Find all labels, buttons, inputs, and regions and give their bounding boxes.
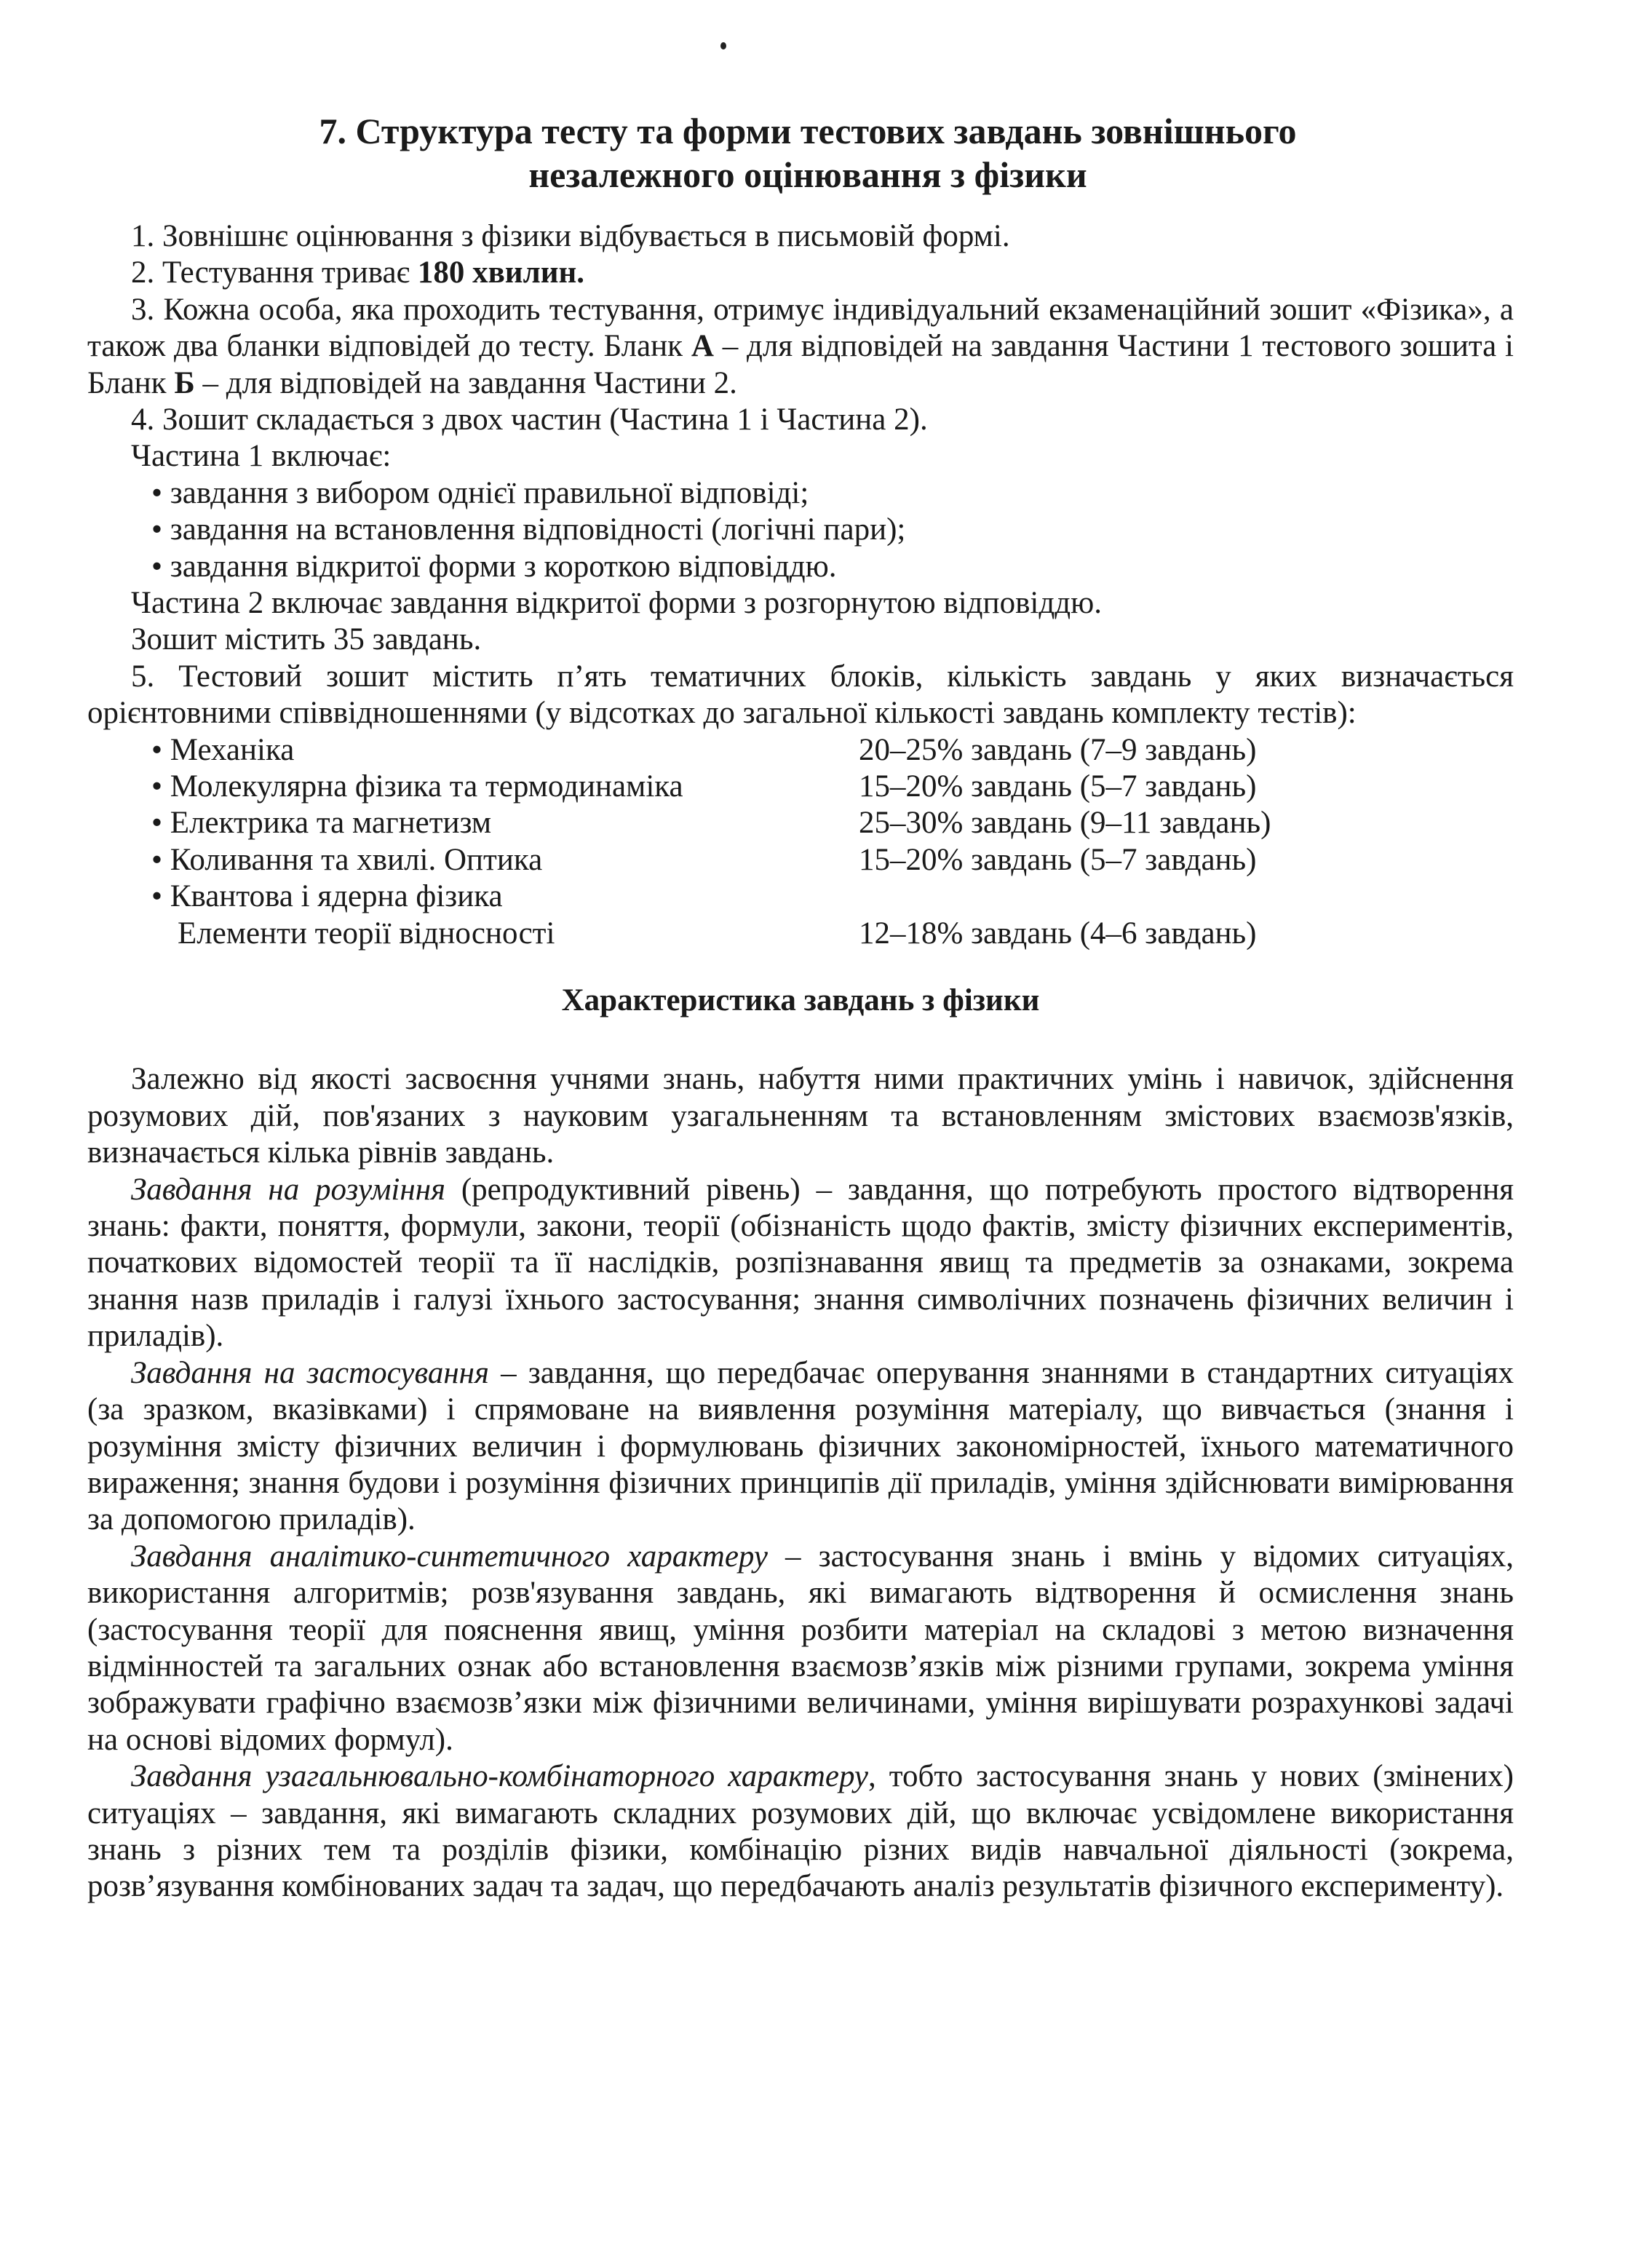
characteristics-heading: Характеристика завдань з фізики xyxy=(561,983,1040,1018)
document-body xyxy=(87,218,1514,1905)
theme-name: • Квантова і ядерна фізика xyxy=(151,879,503,914)
item-3-text-e: – для відповідей на завдання Частини 2. xyxy=(194,365,737,400)
item-2 xyxy=(87,255,1514,291)
level-term: Завдання на розуміння xyxy=(131,1172,446,1207)
item-5: 5. Тестовий зошит містить п’ять тематичних блоків, кількість завдань у яких визначається орієнтовними співвідношеннями (у відсотках до загальної кількості завдань комплекту тестів): xyxy=(87,659,1514,731)
theme-name: • Механіка xyxy=(151,732,295,767)
item-2-text: 2. Тестування триває xyxy=(131,255,418,290)
item-1: 1. Зовнішнє оцінювання з фізики відбувається в письмовій формі. xyxy=(131,219,1010,253)
item-3 xyxy=(87,292,1514,402)
level-term: Завдання аналітико-синтетичного характеру xyxy=(131,1539,768,1574)
theme-name: • Молекулярна фізика та термодинаміка xyxy=(151,769,683,804)
item-3-text-a: 3. Кожна особа, яка проходить тестування, отримує індивідуальний екзаменаційний зошит «Фізика», а також два бланки відповідей до тесту. Бланк xyxy=(87,292,1514,364)
theme-row xyxy=(87,916,1514,952)
spacer xyxy=(87,1019,1514,1061)
level-description: – застосування знань і вмінь у відомих ситуаціях, використання алгоритмів; розв'язування завдань, які вимагають відтворення й осмислення знань (застосування теорії для пояснення явищ, уміння розбити матеріал на складові з метою визначення відмінностей та загальних ознак або встановлення взаємозв’язків між різними групами, зокрема уміння зображувати графічно взаємозв’язки між фізичними величинами, уміння вирішувати розрахункові задачі на основі відомих формул). xyxy=(87,1539,1514,1757)
themes-table xyxy=(87,732,1514,952)
theme-share: 15–20% завдань (5–7 завдань) xyxy=(859,769,1257,804)
characteristics-intro: Залежно від якості засвоєння учнями знань, набуття ними практичних умінь і навичок, здійснення розумових дій, пов'язаних з науковим узагальненням та встановленням змістових взаємозв'язків, визначається кілька рівнів завдань. xyxy=(87,1062,1514,1170)
item-3-form-a: А xyxy=(691,329,714,364)
theme-name: • Електрика та магнетизм xyxy=(151,806,492,841)
level-description: – завдання, що передбачає оперування знаннями в стандартних ситуаціях (за зразком, вказівками) і спрямоване на виявлення розуміння матеріалу, що вивчається (знання і розуміння змісту фізичних величин і формулювань фізичних закономірностей, їхнього математичного вираження; знання будови і розуміння фізичних принципів дії приладів, уміння здійснювати вимірювання за допомогою приладів). xyxy=(87,1355,1514,1537)
theme-row xyxy=(87,769,1514,805)
theme-share: 15–20% завдань (5–7 завдань) xyxy=(859,842,1257,877)
theme-row xyxy=(87,805,1514,841)
part-1-bullet: • завдання на встановлення відповідності (логічні пари); xyxy=(151,512,906,547)
theme-name: • Коливання та хвилі. Оптика xyxy=(151,842,543,877)
level-description: , тобто застосування знань у нових (змінених) ситуаціях – завдання, які вимагають складних розумових дій, що включає усвідомлене використання знань з різних тем та розділів фізики, комбінацію різних видів навчальної діяльності (зокрема, розв’язування комбінованих задач та задач, що передбачають аналіз результатів фізичного експерименту). xyxy=(87,1759,1514,1904)
level-generalizing-combinatorial xyxy=(87,1758,1514,1905)
theme-row xyxy=(87,732,1514,769)
theme-row xyxy=(87,878,1514,915)
spacer xyxy=(87,952,1514,983)
theme-share: 20–25% завдань (7–9 завдань) xyxy=(859,732,1257,767)
task-count: Зошит містить 35 завдань. xyxy=(131,622,482,657)
part-1-bullet: • завдання відкритої форми з короткою відповіддю. xyxy=(151,549,837,584)
theme-name: Елементи теорії відносності xyxy=(178,916,555,951)
level-understanding xyxy=(87,1172,1514,1355)
level-analytic-synthetic xyxy=(87,1539,1514,1758)
part-1-bullet: • завдання з вибором однієї правильної відповіді; xyxy=(151,475,809,510)
item-4: 4. Зошит складається з двох частин (Частина 1 і Частина 2). xyxy=(131,402,928,437)
title-line-1: 7. Структура тесту та форми тестових завдань зовнішнього xyxy=(319,111,1297,151)
level-term: Завдання узагальнювально-комбінаторного характеру xyxy=(131,1759,868,1794)
page-title xyxy=(87,109,1528,197)
theme-share: 12–18% завдань (4–6 завдань) xyxy=(859,916,1257,951)
title-line-2: незалежного оцінювання з фізики xyxy=(528,154,1087,195)
scan-speck xyxy=(720,42,726,49)
theme-row xyxy=(87,842,1514,878)
theme-share: 25–30% завдань (9–11 завдань) xyxy=(859,806,1271,841)
item-3-form-b: Б xyxy=(174,365,195,400)
level-term: Завдання на застосування xyxy=(131,1355,489,1390)
level-description: (репродуктивний рівень) – завдання, що потребують простого відтворення знань: факти, поняття, формули, закони, теорії (обізнаність щодо фактів, змісту фізичних експериментів, початкових відомостей теорії та її наслідків, розпізнавання явищ та предметів за ознаками, зокрема знання назв приладів і галузі їхнього застосування; знання символічних позначень фізичних величин і приладів). xyxy=(87,1172,1514,1354)
item-3-text-c: – для відповідей на завдання Частини 1 тестового зошита і Бланк xyxy=(87,329,1514,400)
level-application xyxy=(87,1355,1514,1539)
part-2-description: Частина 2 включає завдання відкритої форми з розгорнутою відповіддю. xyxy=(131,586,1102,621)
item-2-duration: 180 хвилин. xyxy=(417,255,585,290)
part-1-intro: Частина 1 включає: xyxy=(131,439,392,474)
